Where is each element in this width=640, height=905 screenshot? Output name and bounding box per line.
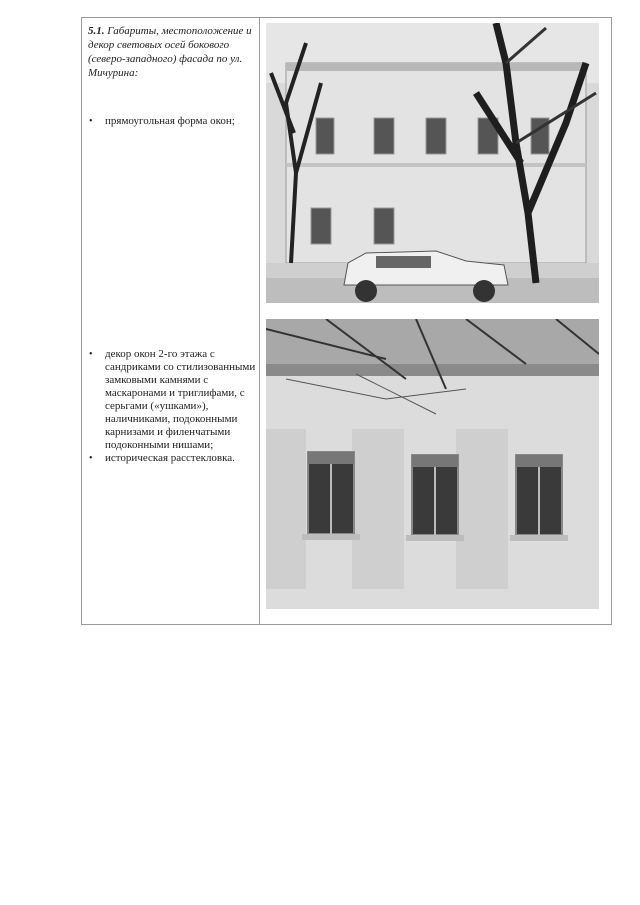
bullet-icon: •: [89, 116, 93, 127]
section-heading: [88, 24, 258, 80]
facade-photo-2-image: [266, 319, 599, 609]
bullet-list-row1: [88, 115, 258, 128]
list-item: • декор окон 2-го этажа с сандриками со стилизованными замковыми камнями с маскаронами и триглифами, с серьгами («ушками»), наличниками, подоконными карнизами и филенчатыми подоконными нишами;: [89, 348, 256, 451]
facade-photo-1: [266, 23, 599, 303]
bullet-icon: •: [89, 453, 93, 464]
document-table: [81, 17, 612, 625]
bullet-icon: •: [89, 349, 93, 360]
column-divider: [259, 18, 260, 624]
facade-photo-1-image: [266, 23, 599, 303]
bullet-list-row2: [88, 348, 258, 465]
section-title: Габариты, местоположение и декор световых осей бокового (северо-западного) фасада по ул. Мичурина:: [88, 25, 252, 79]
list-item: • историческая расстекловка.: [89, 452, 235, 464]
facade-photo-2: [266, 319, 599, 609]
section-number: 5.1.: [88, 25, 105, 37]
list-item: • прямоугольная форма окон;: [89, 115, 235, 127]
